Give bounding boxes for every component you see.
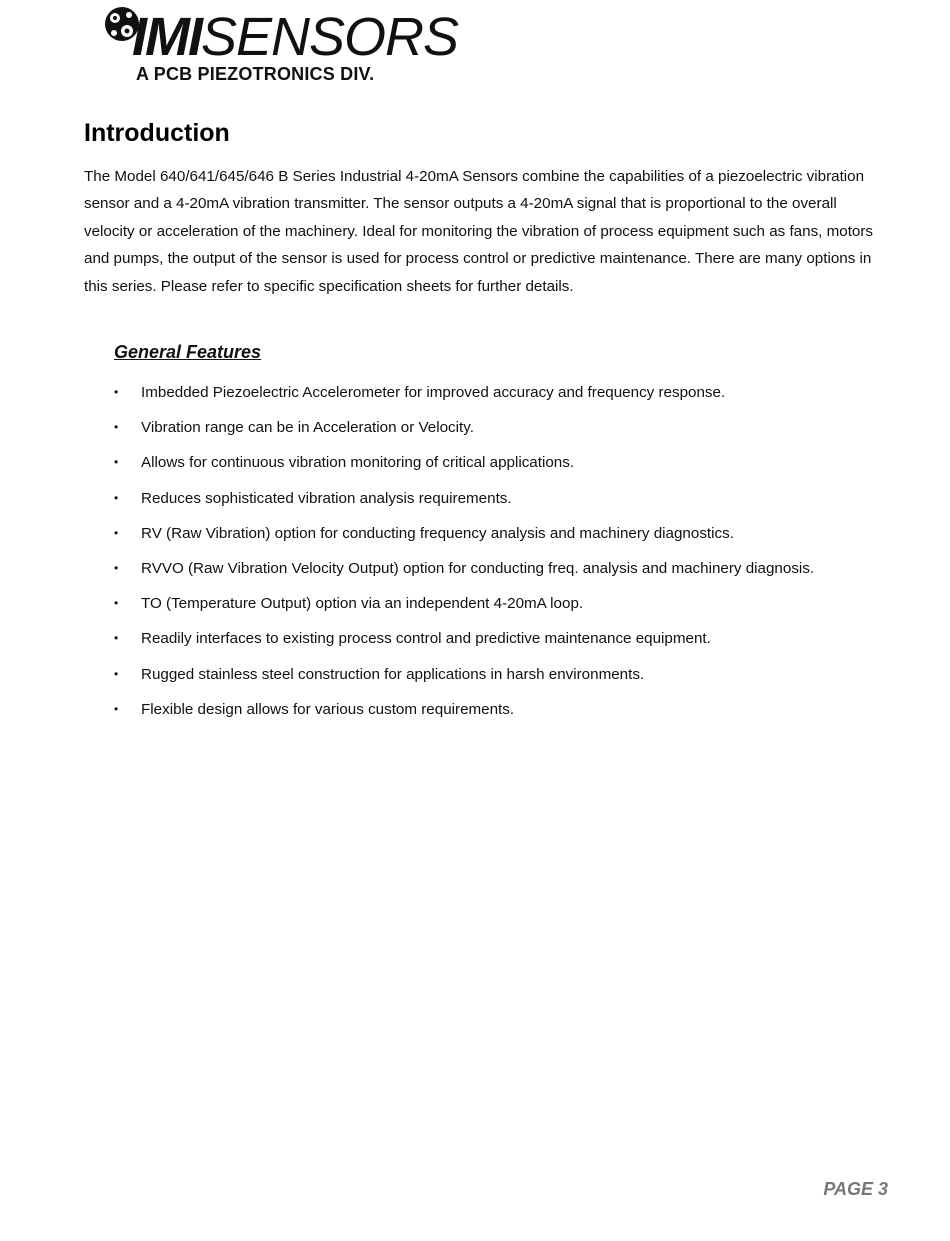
bullet-icon: • (114, 560, 119, 575)
logo-brand-regular: SENSORS (201, 7, 459, 67)
feature-item (114, 625, 894, 660)
bullet-icon: • (114, 385, 119, 399)
feature-item (114, 555, 894, 590)
feature-text: RV (Raw Vibration) option for conducting frequency analysis and machinery diagnostics. (141, 524, 734, 542)
bullet-icon: • (114, 525, 119, 540)
feature-item (114, 661, 894, 696)
bullet-icon: • (114, 701, 119, 716)
bullet-icon: • (114, 455, 119, 470)
general-features-heading: General Features (114, 342, 262, 362)
feature-text: Rugged stainless steel construction for applications in harsh environments. (141, 665, 645, 683)
bullet-icon: • (114, 490, 119, 505)
company-logo (102, 4, 459, 84)
bullet-icon: • (114, 631, 119, 646)
feature-text: RVVO (Raw Vibration Velocity Output) option for conducting freq. analysis and machinery diagnosis. (141, 559, 815, 577)
bullet-icon: • (114, 596, 119, 611)
feature-text: Imbedded Piezoelectric Accelerometer for improved accuracy and frequency response. (141, 384, 726, 401)
feature-item (114, 414, 894, 449)
feature-text: Allows for continuous vibration monitoring of critical applications. (141, 454, 575, 472)
feature-text: Readily interfaces to existing process control and predictive maintenance equipment. (141, 630, 711, 648)
bullet-icon: • (114, 420, 119, 435)
feature-text: Flexible design allows for various custom requirements. (141, 700, 515, 718)
feature-item (114, 449, 894, 484)
logo-subtitle: A PCB PIEZOTRONICS DIV. (136, 64, 375, 84)
feature-item (114, 590, 894, 625)
introduction-heading: Introduction (84, 119, 230, 147)
logo-brand-bold: IMI (132, 7, 201, 67)
bullet-icon: • (114, 666, 119, 681)
feature-item (114, 520, 894, 555)
logo-wordmark (132, 8, 458, 66)
feature-item (114, 696, 894, 731)
page-number: PAGE 3 (823, 1179, 888, 1199)
introduction-paragraph: The Model 640/641/645/646 B Series Industrial 4-20mA Sensors combine the capabilities of a piezoelectric vibration sensor and a 4-20mA vibration transmitter. The sensor outputs a 4-20mA signal that is proportional to the overall velocity or acceleration of the machinery. Ideal for monitoring the vibration of process equipment such as fans, motors and pumps, the output of the sensor is used for process control or predictive maintenance. There are many options in this series. Please refer to specific specification sheets for further details. (84, 168, 874, 295)
feature-item (114, 379, 894, 414)
feature-text: Vibration range can be in Acceleration or Velocity. (141, 419, 474, 437)
features-list (114, 379, 894, 731)
feature-text: TO (Temperature Output) option via an independent 4-20mA loop. (141, 595, 584, 613)
feature-item (114, 485, 894, 520)
feature-text: Reduces sophisticated vibration analysis requirements. (141, 489, 512, 507)
